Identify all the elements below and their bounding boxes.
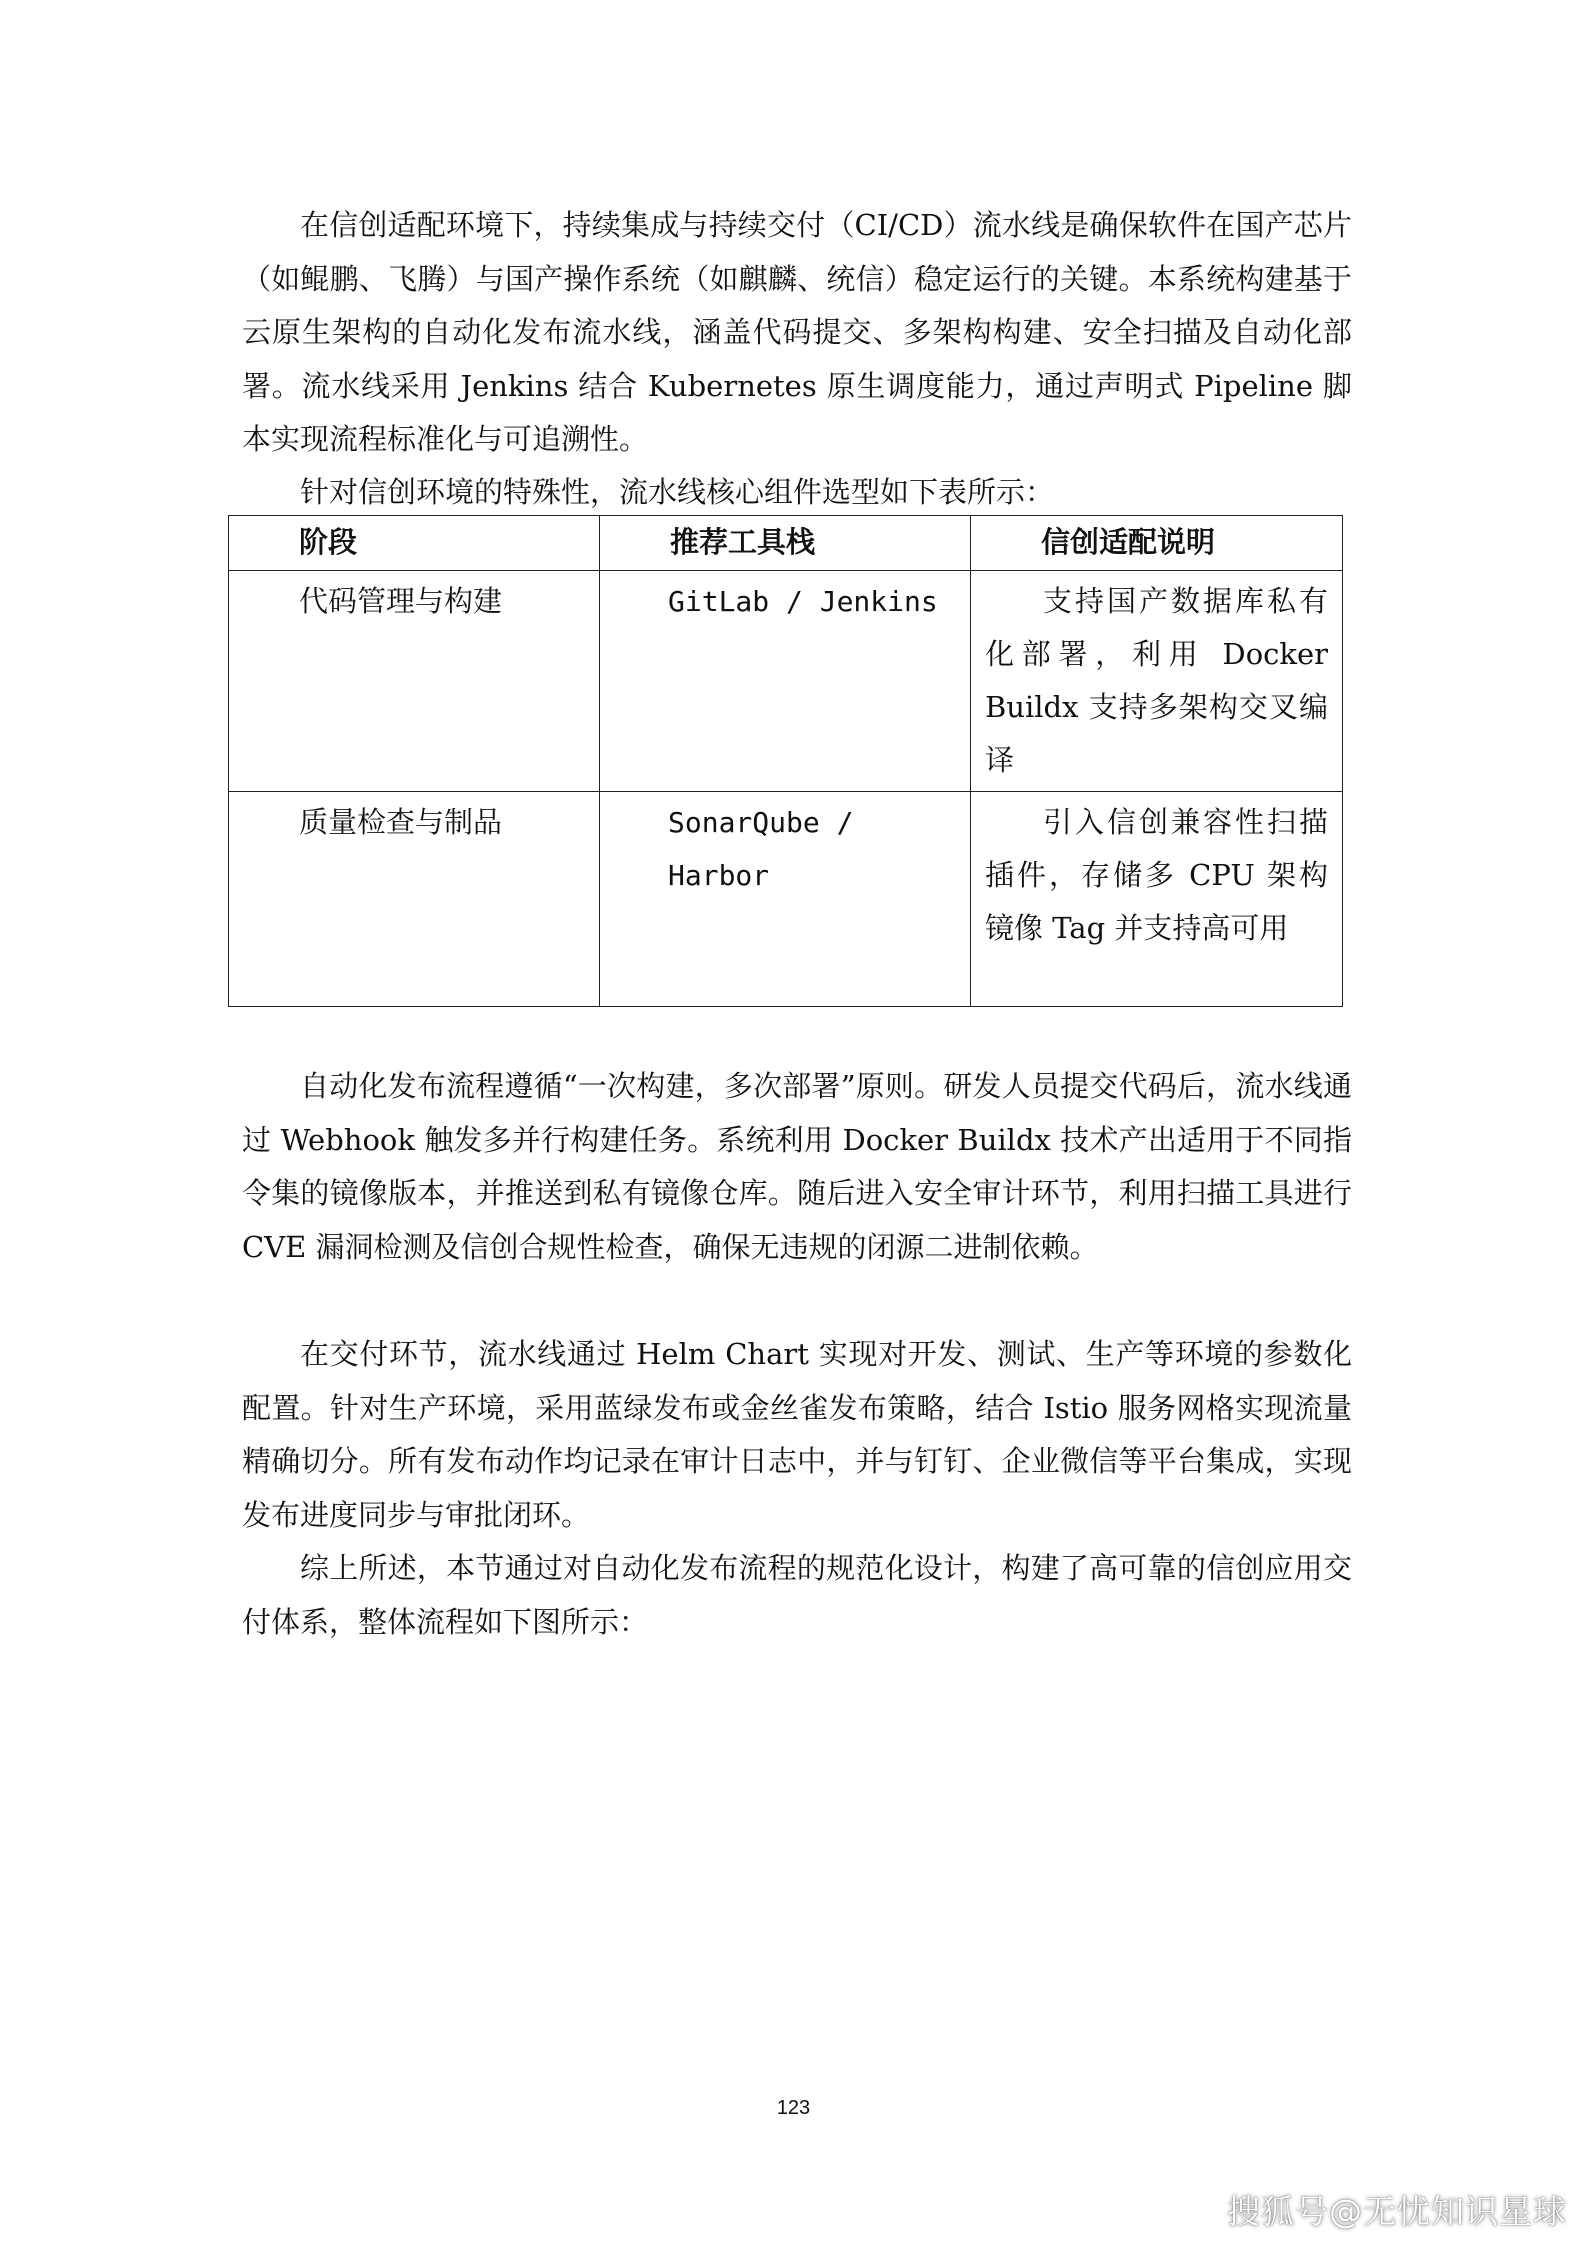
table-cell-stage: 质量检查与制品 [229,792,600,1007]
body-paragraph: 在信创适配环境下，持续集成与持续交付（CI/CD）流水线是确保软件在国产芯片（如鲲鹏、飞腾）与国产操作系统（如麒麟、统信）稳定运行的关键。本系统构建基于云原生架构的自动化发布流水线，涵盖代码提交、多架构构建、安全扫描及自动化部署。流水线采用 Jenkins 结合 Kubernetes 原生调度能力，通过声明式 Pipeline 脚本实现流程标准化与可追溯性。 [242,208,1352,456]
watermark: 搜狐号@无忧知识星球 [1227,2192,1567,2231]
table-header-stage: 阶段 [229,516,600,571]
body-paragraph: 在交付环节，流水线通过 Helm Chart 实现对开发、测试、生产等环境的参数化配置。针对生产环境，采用蓝绿发布或金丝雀发布策略，结合 Istio 服务网格实现流量精确切分。所有发布动作均记录在审计日志中，并与钉钉、企业微信等平台集成，实现发布进度同步与审批闭环。 [242,1337,1352,1532]
table-header-adaptation: 信创适配说明 [971,516,1343,571]
page-number: 123 [776,2097,811,2119]
body-paragraph: 自动化发布流程遵循“一次构建，多次部署”原则。研发人员提交代码后，流水线通过 Webhook 触发多并行构建任务。系统利用 Docker Buildx 技术产出适用于不同指令集的镜像版本，并推送到私有镜像仓库。随后进入安全审计环节，利用扫描工具进行 CVE 漏洞检测及信创合规性检查，确保无违规的闭源二进制依赖。 [242,1069,1352,1264]
table-intro-paragraph: 针对信创环境的特殊性，流水线核心组件选型如下表所示： [300,475,1055,509]
component-selection-table [228,515,1343,1007]
table-row [229,571,1343,792]
table-cell-toolstack: GitLab / Jenkins [600,571,971,792]
table-cell-stage: 代码管理与构建 [229,571,600,792]
table-header-toolstack: 推荐工具栈 [600,516,971,571]
table-cell-toolstack: SonarQube / Harbor [600,792,971,1007]
body-paragraph: 综上所述，本节通过对自动化发布流程的规范化设计，构建了高可靠的信创应用交付体系，整体流程如下图所示： [242,1551,1352,1639]
table-cell-adaptation: 支持国产数据库私有化部署，利用 Docker Buildx 支持多架构交叉编译 [971,571,1343,792]
table-row [229,792,1343,1007]
table-cell-adaptation: 引入信创兼容性扫描插件，存储多 CPU 架构镜像 Tag 并支持高可用 [971,792,1343,1007]
table-header-row [229,516,1343,571]
